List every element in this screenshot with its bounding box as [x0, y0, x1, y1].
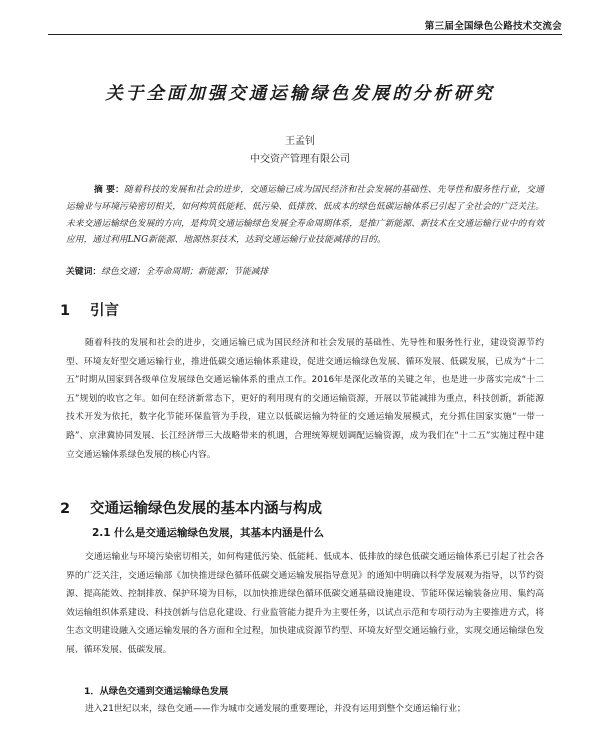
- item-heading: 1．从绿色交通到交通运输绿色发展: [84, 686, 229, 697]
- subsection-paragraph: 交通运输业与环境污染密切相关，如何构建低污染、低能耗、低成本、低排放的绿色低碳交通运输体系已引起了社会各界的广泛关注，交通运输部《加快推进绿色循环低碳交通运输发展指导意见》的通知中明确以科学发展观为指导，以节约资源、提高能效、控制排放、保护环境为目标，以加快推进绿色循环低碳交通基础设施建设、节能环保运输装备应用、集约高效运输组织体系建设、科技创新与信息化建设、行业监管能力提升为主要任务，以试点示范和专项行动为主要推进方式，将生态文明建设融入交通运输发展的各方面和全过程，加快建成资源节约型、环境友好型交通运输行业，实现交通运输绿色发展、循环发展、低碳发展。: [66, 552, 544, 655]
- subsection-number: 2.1: [92, 527, 111, 539]
- abstract-label: 摘 要：: [94, 185, 125, 195]
- section-number: 2: [60, 501, 71, 517]
- item-paragraph: 进入21世纪以来，绿色交通——作为城市交通发展的重要理论，并没有运用到整个交通运输行业；: [85, 704, 466, 714]
- conference-name: 第三届全国绿色公路技术交流会: [424, 21, 562, 32]
- subsection-title: 什么是交通运输绿色发展，其基本内涵是什么: [114, 527, 324, 539]
- author-name: 王孟钊: [285, 136, 315, 147]
- section-title: 引言: [90, 303, 119, 319]
- section-heading-1: [60, 299, 119, 320]
- keywords-label: 关键词：: [66, 267, 102, 277]
- author-affiliation: 中交资产管理有限公司: [250, 154, 350, 165]
- abstract-text: 随着科技的发展和社会的进步，交通运输已成为国民经济和社会发展的基础性、先导性和服务性行业，交通运输业与环境污染密切相关，如何构筑低能耗、低污染、低排放、低成本的绿色低碳运输体系已引起了全社会的广泛关注。未来交通运输绿色发展的方向，是构筑交通运输绿色发展全寿命周期体系，是推广新能源、新技术在交通运输行业中的有效应用，通过利用LNG新能源、地源热泵技术，达到交通运输行业技能减排的目的。: [66, 185, 544, 246]
- running-header: [48, 18, 562, 35]
- section-title: 交通运输绿色发展的基本内涵与构成: [90, 501, 322, 517]
- keywords-text: 绿色交通；全寿命周期；新能源；节能减排: [101, 267, 269, 277]
- abstract: [66, 182, 544, 249]
- keywords: [66, 264, 544, 277]
- section-heading-2: [60, 497, 322, 518]
- intro-paragraph: 随着科技的发展和社会的进步，交通运输已成为国民经济和社会发展的基础性、先导性和服务性行业，建设资源节约型、环境友好型交通运输行业，推进低碳交通运输体系建设，促进交通运输绿色发展、循环发展、低碳发展，已成为“十二五”时期从国家到各级单位发展绿色交通运输体系的重点工作。2016年是深化改革的关键之年，也是进一步落实完成“十二五”规划的收官之年。如何在经济新常态下，更好的利用现有的交通运输资源，开展以节能减排为重点，科技创新，新能源技术开发为依托，数字化节能环保监管为手段，建立以低碳运输为特征的交通运输发展模式，充分抓住国家实施“一带一路”、京津冀协同发展、长江经济带三大战略带来的机遇，合理统筹规划调配运输资源，成为我们在“十二五”实施过程中建立交通运输体系绿色发展的核心内容。: [66, 338, 544, 460]
- paper-title: 关于全面加强交通运输绿色发展的分析研究: [105, 84, 495, 104]
- subsection-heading-2-1: [92, 525, 324, 540]
- section-number: 1: [60, 303, 71, 319]
